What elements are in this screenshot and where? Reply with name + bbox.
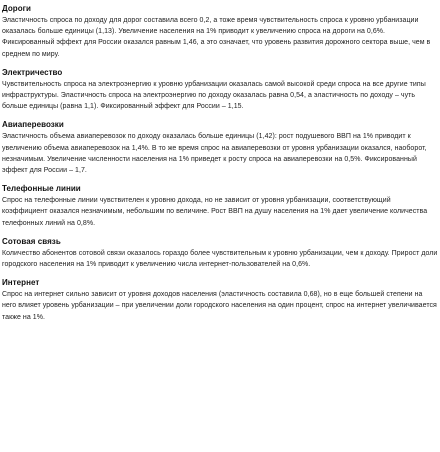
section-heading: Телефонные линии [2, 184, 81, 194]
section-heading: Электричество [2, 67, 63, 77]
section-heading: Авиаперевозки [2, 120, 64, 130]
section-air-transport [2, 120, 438, 176]
section-telephone-lines [2, 184, 438, 229]
section-mobile [2, 237, 438, 270]
section-roads [2, 4, 438, 60]
section-paragraph: Чувствительность спроса на электроэнергию к уровню урбанизации оказалась самой высокой среди спроса на все другие типы инфраструктуры. Эластичность спроса на электроэнергию по доходу оказалась равна 0,54, а эластичность по доходу – чуть больше единицы (равна 1,1). Фиксированный эффект для России – 1,15. [2, 80, 426, 111]
section-paragraph: Эластичность объема авиаперевозок по доходу оказалась больше единицы (1,42): рост подушевого ВВП на 1% приводит к увеличению объема авиаперевозок на 1,4%. В то же время спрос на авиаперевозки от уровня урбанизации оказался, наоборот, незначимым. Увеличение численности населения на 1% приведет к росту спроса на авиаперевозки на 0,5%. Фиксированный эффект для России – 1,7. [2, 133, 427, 175]
section-heading: Дороги [2, 4, 32, 13]
section-internet [2, 278, 438, 323]
section-heading: Интернет [2, 278, 40, 288]
section-heading: Сотовая связь [2, 236, 61, 246]
section-paragraph: Эластичность спроса по доходу для дорог составила всего 0,2, а тоже время чувствительность спроса к уровню урбанизации оказалась больше единицы (1,13). Увеличение населения на 1% приводит к увеличению спроса на дороги на 0,6%. Фиксированный эффект для России оказался равным 1,46, а это означает, что уровень развития дорожного сектора выше, чем в среднем по миру. [2, 17, 431, 58]
section-paragraph: Спрос на интернет сильно зависит от уровня доходов населения (эластичность составила 0,68), но в еще большей степени на него влияет уровень урбанизации – при увеличении доли городского населения на один процент, спрос на интернет увеличивается также на 1%. [2, 291, 437, 321]
section-paragraph: Количество абонентов сотовой связи оказалось гораздо более чувствительным к уровню урбанизации, чем к доходу. Прирост доли городского населения на 1% приводит к увеличению числа интернет-пользователей на 0,6%. [2, 249, 438, 269]
section-paragraph: Спрос на телефонные линии чувствителен к уровню дохода, но не зависит от уровня урбанизации, соответствующий коэффициент оказался незначимым, небольшим по величине. Рост ВВП на душу населения на 1% дает увеличение количества телефонных линий на 0,8%. [2, 197, 428, 227]
section-electricity [2, 68, 438, 113]
